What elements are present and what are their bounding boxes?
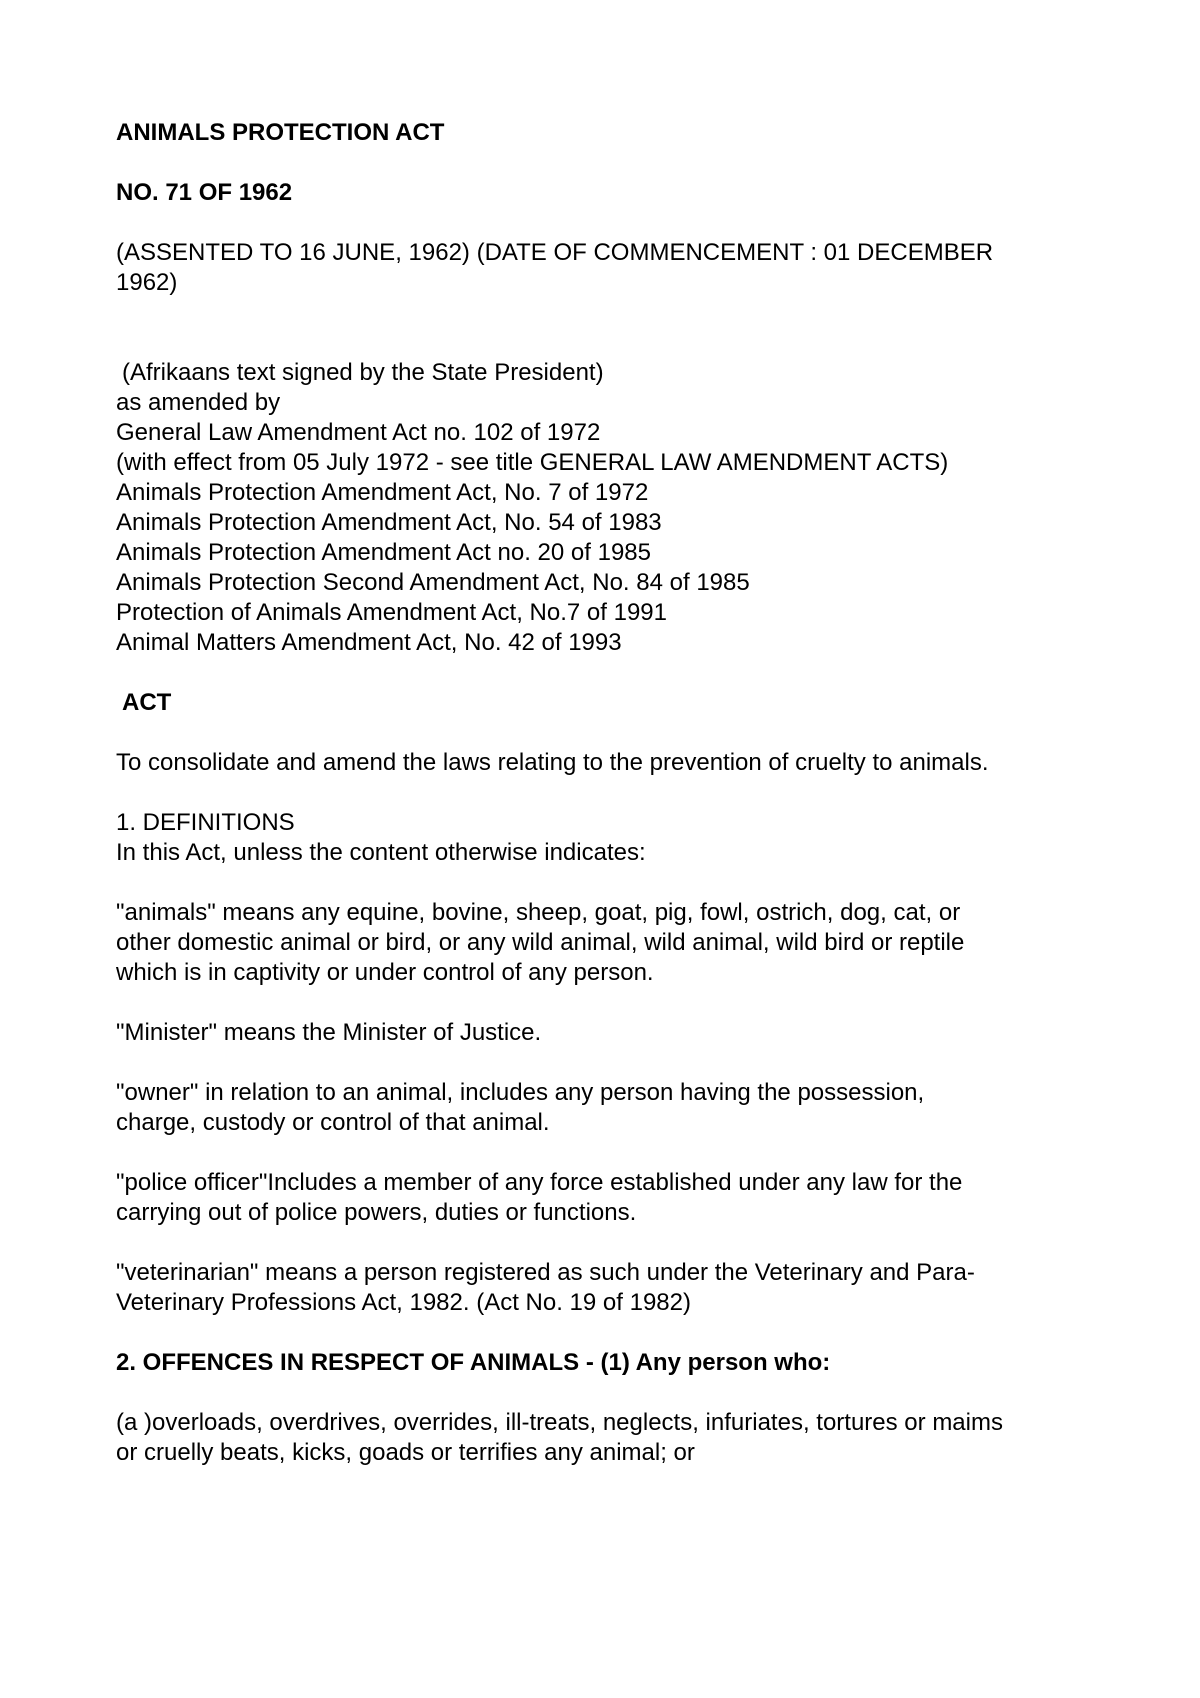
clause-a-line-2: or cruelly beats, kicks, goads or terrifies any animal; or: [116, 1439, 695, 1466]
amendment-item: Animals Protection Second Amendment Act, No. 84 of 1985: [116, 569, 750, 596]
definition-animals: [116, 898, 1116, 988]
definition-line: carrying out of police powers, duties or functions.: [116, 1199, 637, 1226]
act-heading: ACT: [122, 689, 172, 716]
definition-line: "veterinarian" means a person registered as such under the Veterinary and Para-: [116, 1259, 975, 1286]
definition-line: "owner" in relation to an animal, includes any person having the possession,: [116, 1079, 925, 1106]
definition-line: other domestic animal or bird, or any wild animal, wild animal, wild bird or reptile: [116, 929, 965, 956]
definition-line: which is in captivity or under control of any person.: [116, 959, 654, 986]
definition-minister: [116, 1018, 1116, 1048]
act-number: NO. 71 OF 1962: [116, 179, 293, 206]
amendment-item: Protection of Animals Amendment Act, No.7 of 1991: [116, 599, 667, 626]
amendments-as-amended: as amended by: [116, 389, 281, 416]
clause-a-line-1: (a )overloads, overdrives, overrides, ill-treats, neglects, infuriates, tortures or maims: [116, 1409, 1003, 1436]
amendment-item: Animals Protection Amendment Act no. 20 of 1985: [116, 539, 651, 566]
assent-line-2: 1962): [116, 269, 178, 296]
definition-veterinarian: [116, 1258, 1116, 1318]
definition-police-officer: [116, 1168, 1116, 1228]
amendment-item: (with effect from 05 July 1972 - see title GENERAL LAW AMENDMENT ACTS): [116, 449, 949, 476]
amendment-item: General Law Amendment Act no. 102 of 1972: [116, 419, 601, 446]
act-purpose: To consolidate and amend the laws relating to the prevention of cruelty to animals.: [116, 749, 989, 776]
section-1-heading: 1. DEFINITIONS: [116, 809, 295, 836]
amendment-item: Animal Matters Amendment Act, No. 42 of 1993: [116, 629, 622, 656]
amendments-block: [116, 358, 1116, 658]
amendments-intro: (Afrikaans text signed by the State President): [122, 359, 604, 386]
definition-line: charge, custody or control of that animal.: [116, 1109, 550, 1136]
amendment-item: Animals Protection Amendment Act, No. 54 of 1983: [116, 509, 662, 536]
section-1-definitions: [116, 808, 1116, 1318]
section-1-intro: In this Act, unless the content otherwise indicates:: [116, 839, 646, 866]
assent-line-1: (ASSENTED TO 16 JUNE, 1962) (DATE OF COMMENCEMENT : 01 DECEMBER: [116, 239, 994, 266]
definition-line: Veterinary Professions Act, 1982. (Act No. 19 of 1982): [116, 1289, 691, 1316]
amendment-item: Animals Protection Amendment Act, No. 7 of 1972: [116, 479, 649, 506]
definition-line: "police officer"Includes a member of any force established under any law for the: [116, 1169, 963, 1196]
section-2-offences: [116, 1348, 1116, 1468]
section-2-heading: 2. OFFENCES IN RESPECT OF ANIMALS - (1) Any person who:: [116, 1349, 831, 1376]
document-page: [116, 118, 1116, 1468]
definition-line: "animals" means any equine, bovine, sheep, goat, pig, fowl, ostrich, dog, cat, or: [116, 899, 961, 926]
document-title: ANIMALS PROTECTION ACT: [116, 119, 445, 146]
definition-line: "Minister" means the Minister of Justice.: [116, 1019, 542, 1046]
definition-owner: [116, 1078, 1116, 1138]
